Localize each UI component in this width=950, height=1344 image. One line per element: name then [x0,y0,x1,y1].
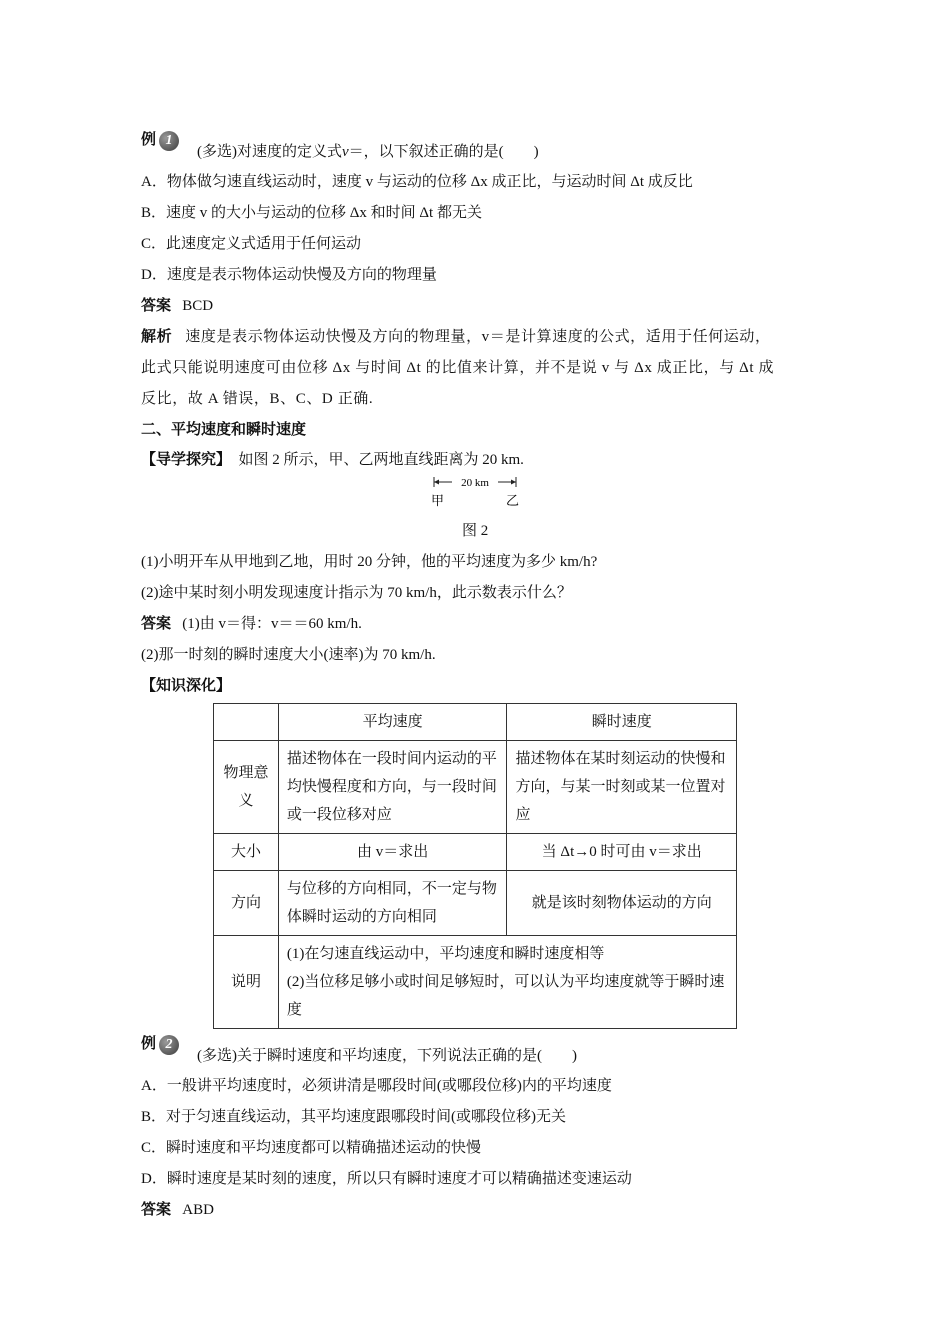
analysis-line-1: 解析 速度是表示物体运动快慢及方向的物理量，v＝是计算速度的公式，适用于任何运动， [141,329,771,345]
cell-inst-meaning: 描述物体在某时刻运动的快慢和方向，与某一时刻或某一位置对应 [507,741,737,834]
point-yi-label: 乙 [506,494,520,509]
cell-inst-direction: 就是该时刻物体运动的方向 [507,871,737,936]
answer-label: 答案 [141,298,172,314]
note-line-1: (1)在匀速直线运动中，平均速度和瞬时速度相等 [286,946,605,962]
option-d: D．速度是表示物体运动快慢及方向的物理量 [141,267,437,283]
example-number-badge: 2 [159,1035,179,1055]
option-c: C．瞬时速度和平均速度都可以精确描述运动的快慢 [141,1140,482,1156]
option-a: A．物体做匀速直线运动时，速度 v 与运动的位移 Δx 成正比，与运动时间 Δt 成反比 [141,174,693,190]
right-arrowhead [511,480,516,485]
option-c: C．此速度定义式适用于任何运动 [141,236,362,252]
cell-avg-meaning: 描述物体在一段时间内运动的平均快慢程度和方向，与一段时间或一段位移对应 [278,741,507,834]
cell-avg-size: 由 v＝求出 [278,834,507,871]
deepen-label: 【知识深化】 [141,678,232,694]
cell-inst-size: 当 Δt→0 时可由 v＝求出 [507,834,737,871]
distance-figure [428,474,522,510]
answer-value: ABD [182,1202,214,1218]
point-jia-label: 甲 [431,494,445,509]
cell-note [278,936,736,1029]
row-label-size: 大小 [214,834,279,871]
header-empty [214,704,279,741]
table-row [214,871,737,936]
question-1: (1)小明开车从甲地到乙地，用时 20 分钟，他的平均速度为多少 km/h? [141,554,598,570]
table-row [214,741,737,834]
option-b: B．速度 v 的大小与运动的位移 Δx 和时间 Δt 都无关 [141,205,482,221]
comparison-table [213,703,737,1029]
option-b: B．对于匀速直线运动，其平均速度跟哪段时间(或哪段位移)无关 [141,1109,566,1125]
example-2-label [141,1034,179,1055]
answer-1 [141,296,213,316]
answer-2-line-1: 答案 (1)由 v＝得：v＝＝60 km/h. [141,616,362,632]
left-arrowhead [434,480,439,485]
note-line-2: (2)当位移足够小或时间足够短时，可以认为平均速度就等于瞬时速度 [286,974,725,1018]
header-average-velocity: 平均速度 [278,704,507,741]
option-a: A．一般讲平均速度时，必须讲清是哪段时间(或哪段位移)内的平均速度 [141,1078,612,1094]
example-2-question: (多选)关于瞬时速度和平均速度，下列说法正确的是( ) [197,1048,577,1064]
analysis-label: 解析 [141,329,173,345]
example-label-text: 例 [141,132,157,148]
table-row [214,936,737,1029]
figure-caption: 图 2 [462,523,489,539]
example-number-badge: 1 [159,131,179,151]
guide-label: 【导学探究】 [141,452,232,468]
guide-paragraph: 【导学探究】 如图 2 所示，甲、乙两地直线距离为 20 km. [141,452,524,468]
header-instant-velocity: 瞬时速度 [507,704,737,741]
question-2: (2)途中某时刻小明发现速度计指示为 70 km/h，此示数表示什么？ [141,585,572,601]
row-label-meaning: 物理意义 [214,741,279,834]
option-d: D．瞬时速度是某时刻的速度，所以只有瞬时速度才可以精确描述变速运动 [141,1171,632,1187]
example-1-question: (多选)对速度的定义式v＝，以下叙述正确的是( ) [197,144,539,160]
section-heading: 二、平均速度和瞬时速度 [141,422,307,438]
answer-3 [141,1200,214,1220]
example-label-text: 例 [141,1036,157,1052]
answer-value: BCD [182,298,214,314]
example-1-label [141,130,179,151]
table-row [214,834,737,871]
table-header-row [214,704,737,741]
answer-label: 答案 [141,1202,172,1218]
row-label-direction: 方向 [214,871,279,936]
analysis-line-2: 此式只能说明速度可由位移 Δx 与时间 Δt 的比值来计算，并不是说 v 与 Δx 成正比，与 Δt 成 [141,360,775,376]
distance-label: 20 km [461,477,489,489]
answer-2-line-2: (2)那一时刻的瞬时速度大小(速率)为 70 km/h. [141,647,436,663]
analysis-line-3: 反比，故 A 错误，B、C、D 正确. [141,391,374,407]
row-label-note: 说明 [214,936,279,1029]
cell-avg-direction: 与位移的方向相同，不一定与物体瞬时运动的方向相同 [278,871,507,936]
answer-label: 答案 [141,616,172,632]
